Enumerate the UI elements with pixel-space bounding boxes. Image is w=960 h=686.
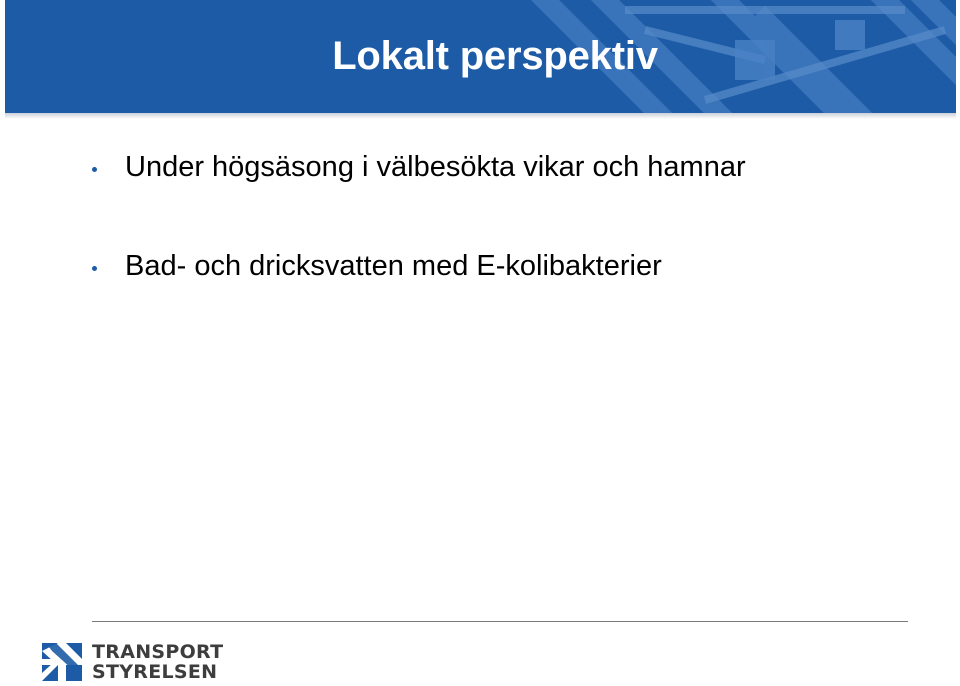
- logo-wordmark: [92, 642, 223, 682]
- header-shadow: [5, 113, 956, 119]
- footer-divider: [92, 621, 908, 622]
- bullet-dot-icon: [92, 167, 97, 172]
- logo-line-1: TRANSPORT: [92, 641, 224, 663]
- transportstyrelsen-logo-icon: [42, 643, 82, 681]
- logo-line-2: STYRELSEN: [92, 661, 218, 683]
- slide-title: Lokalt perspektiv: [332, 34, 658, 78]
- bullet-text: Bad- och dricksvatten med E-kolibakterier: [125, 250, 662, 282]
- bullet-text: Under högsäsong i välbesökta vikar och hamnar: [125, 151, 746, 183]
- bullet-dot-icon: [92, 266, 97, 271]
